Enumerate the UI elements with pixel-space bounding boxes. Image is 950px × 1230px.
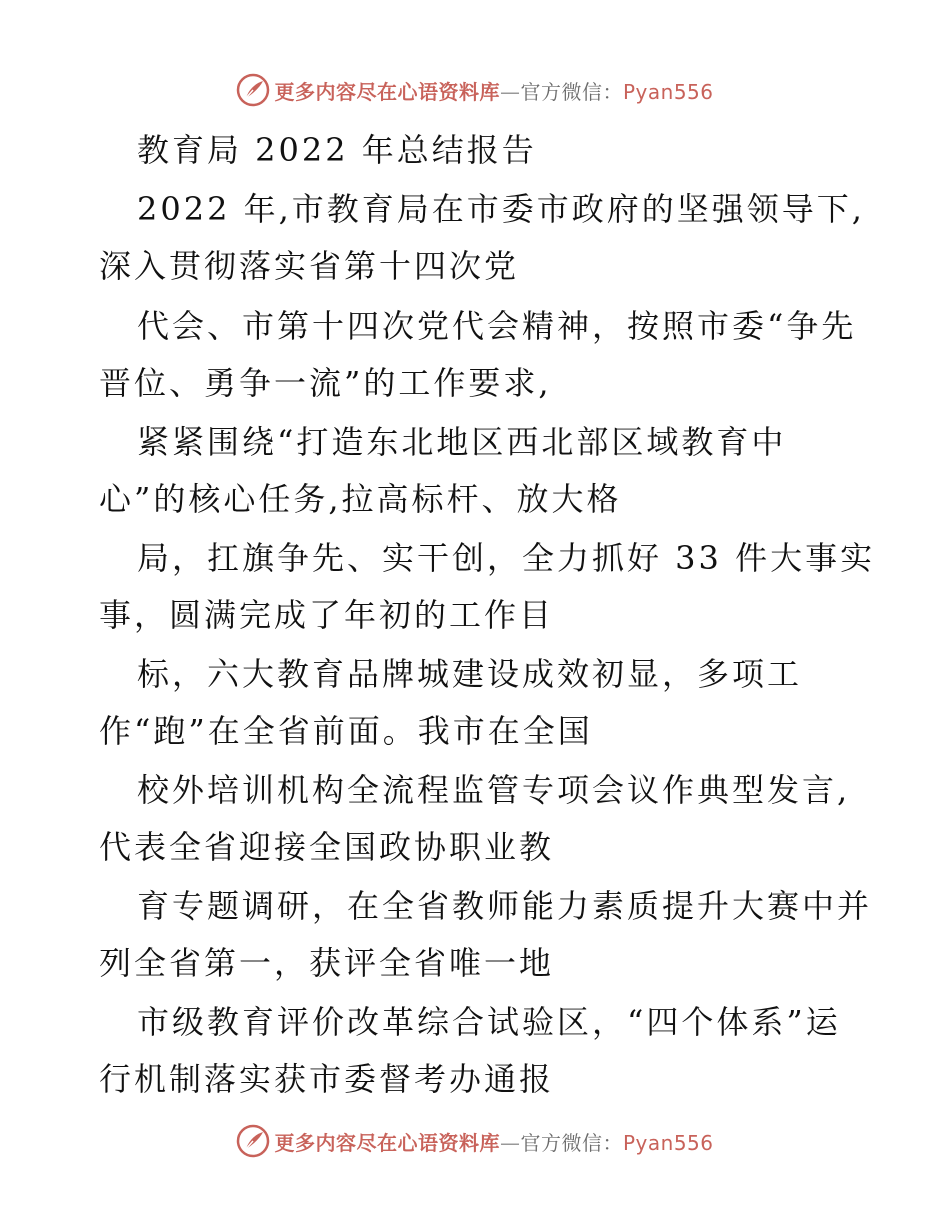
- paragraph-line: 标，六大教育品牌城建设成效初显，多项工: [137, 655, 803, 693]
- paragraph-line: 代会、市第十四次党代会精神，按照市委“争先: [137, 307, 857, 345]
- paragraph-line: 紧紧围绕“打造东北地区西北部区域教育中: [137, 423, 787, 461]
- paragraph-line: 事，圆满完成了年初的工作目: [99, 596, 555, 634]
- watermark-main-text: 更多内容尽在心语资料库: [274, 79, 500, 104]
- watermark-wechat-id: Pyan556: [622, 79, 714, 104]
- paragraph-line: 列全省第一，获评全省唯一地: [99, 944, 555, 982]
- watermark-wechat-id: Pyan556: [622, 1130, 714, 1155]
- paragraph-line: 晋位、勇争一流”的工作要求,: [99, 364, 552, 402]
- watermark-wechat-label: 官方微信：: [520, 79, 623, 104]
- footer-watermark: [0, 1121, 950, 1161]
- paragraph-line: 市级教育评价改革综合试验区，“四个体系”运: [137, 1003, 841, 1041]
- paragraph-line: 行机制落实获市委督考办通报: [99, 1060, 555, 1098]
- document-title: 教育局 2022 年总结报告: [137, 131, 537, 169]
- watermark-wechat-label: 官方微信：: [520, 1130, 623, 1155]
- watermark-dash: —: [499, 79, 521, 104]
- paragraph-line: 2022 年,市教育局在市委市政府的坚强领导下,: [137, 190, 865, 228]
- feather-pen-logo-icon: [236, 73, 270, 107]
- header-watermark: [0, 70, 950, 110]
- feather-pen-logo-icon: [236, 1124, 270, 1158]
- paragraph-line: 心”的核心任务,拉高标杆、放大格: [99, 480, 622, 518]
- paragraph-line: 育专题调研，在全省教师能力素质提升大赛中并: [137, 887, 873, 925]
- watermark-dash: —: [499, 1130, 521, 1155]
- paragraph-line: 校外培训机构全流程监管专项会议作典型发言,: [137, 771, 851, 809]
- paragraph-line: 作“跑”在全省前面。我市在全国: [99, 712, 593, 750]
- watermark-text: [274, 1127, 713, 1156]
- watermark-text: [274, 76, 713, 105]
- paragraph-line: 深入贯彻落实省第十四次党: [99, 247, 520, 285]
- watermark-main-text: 更多内容尽在心语资料库: [274, 1130, 500, 1155]
- paragraph-line: 代表全省迎接全国政协职业教: [99, 828, 555, 866]
- paragraph-line: 局，扛旗争先、实干创，全力抓好 33 件大事实: [137, 539, 876, 577]
